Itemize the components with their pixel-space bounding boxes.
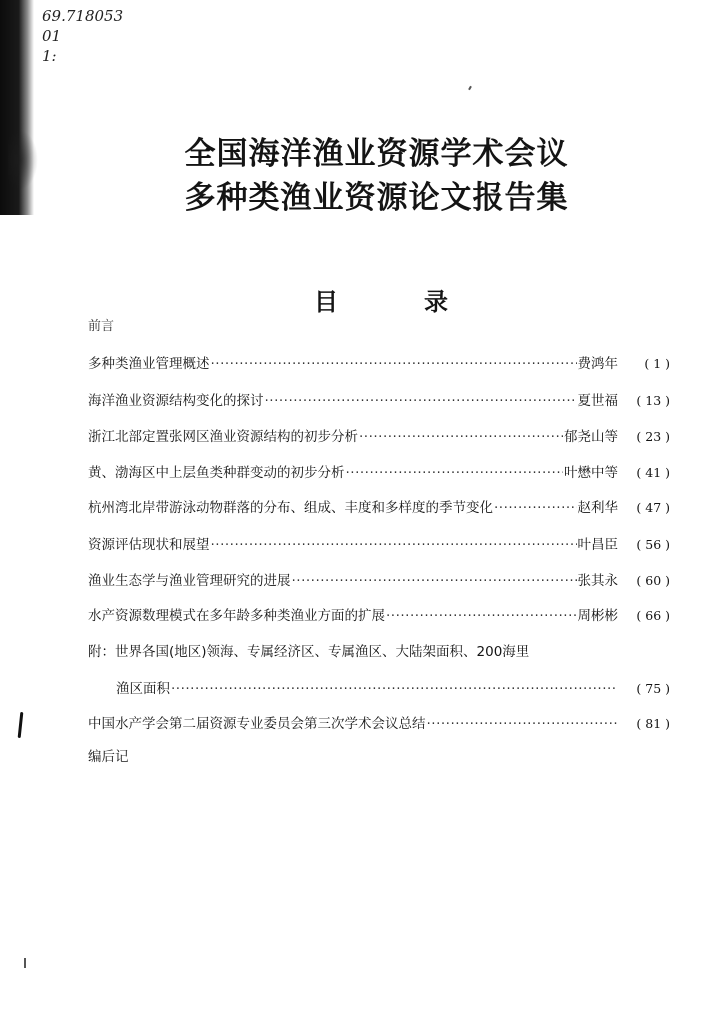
toc-entry-title: 黄、渤海区中上层鱼类种群变动的初步分析 xyxy=(88,465,345,481)
toc-entry-author: 郁尧山等 xyxy=(564,429,618,445)
leader-dots xyxy=(346,465,564,481)
leader-dots xyxy=(211,537,577,553)
toc-entry xyxy=(88,425,670,445)
toc-entry xyxy=(88,533,670,553)
toc-entry xyxy=(88,461,670,481)
leader-dots xyxy=(494,500,577,516)
toc-entry-author: 夏世福 xyxy=(577,393,618,409)
toc-entry-page: ( 41 ) xyxy=(636,465,670,480)
toc-entry-author: 赵利华 xyxy=(577,500,618,516)
toc-appendix-page: ( 75 ) xyxy=(636,681,670,696)
leader-dots xyxy=(427,716,618,732)
leader-dots xyxy=(211,356,577,372)
toc-entry-page: ( 56 ) xyxy=(636,537,670,552)
toc-summary-title: 中国水产学会第二届资源专业委员会第三次学术会议总结 xyxy=(88,716,426,732)
toc-entry-page: ( 60 ) xyxy=(636,573,670,588)
toc-appendix-subtitle: 渔区面积 xyxy=(116,681,170,697)
toc-entry-title: 资源评估现状和展望 xyxy=(88,537,210,553)
toc-entry-author: 叶昌臣 xyxy=(577,537,618,553)
ink-speck xyxy=(468,86,472,90)
handwritten-catalog-number: 69.718053 01 1: xyxy=(42,7,124,65)
toc-entry xyxy=(88,496,670,516)
leader-dots xyxy=(171,681,617,697)
toc-epilogue: 编后记 xyxy=(88,749,129,765)
toc-entry xyxy=(88,352,670,372)
toc-entry-page: ( 23 ) xyxy=(636,429,670,444)
toc-entry-page: ( 66 ) xyxy=(636,608,670,623)
ink-mark xyxy=(18,712,24,738)
title-line-1: 全国海洋渔业资源学术会议 xyxy=(184,136,569,172)
toc-entry xyxy=(88,389,670,409)
toc-entry-author: 费鸿年 xyxy=(577,356,618,372)
toc-heading: 目录 xyxy=(314,288,534,316)
toc-entry xyxy=(88,569,670,589)
toc-appendix-title: 附：世界各国(地区)领海、专属经济区、专属渔区、大陆架面积、200海里 xyxy=(88,644,530,660)
toc-entry-page: ( 1 ) xyxy=(644,356,670,371)
toc-entry-title: 浙江北部定置张网区渔业资源结构的初步分析 xyxy=(88,429,358,445)
toc-entry-title: 水产资源数理模式在多年龄多种类渔业方面的扩展 xyxy=(88,608,385,624)
toc-entry-title: 多种类渔业管理概述 xyxy=(88,356,210,372)
leader-dots xyxy=(386,608,577,624)
toc-entry-page: ( 13 ) xyxy=(636,393,670,408)
ink-speck xyxy=(24,958,26,968)
toc-preface: 前言 xyxy=(88,319,115,334)
toc-entry-author: 张其永 xyxy=(577,573,618,589)
toc-appendix-continuation xyxy=(116,677,670,697)
leader-dots xyxy=(292,573,577,589)
toc-entry-author: 叶懋中等 xyxy=(564,465,618,481)
leader-dots xyxy=(265,393,577,409)
toc-entry-title: 海洋渔业资源结构变化的探讨 xyxy=(88,393,264,409)
leader-dots xyxy=(359,429,563,445)
toc-entry xyxy=(88,604,670,624)
toc-entry-page: ( 47 ) xyxy=(636,500,670,515)
document-title xyxy=(0,132,713,220)
toc-entry-author: 周彬彬 xyxy=(577,608,618,624)
toc-summary-page: ( 81 ) xyxy=(636,716,670,731)
toc-entry-title: 杭州湾北岸带游泳动物群落的分布、组成、丰度和多样度的季节变化 xyxy=(88,500,493,516)
toc-entry-title: 渔业生态学与渔业管理研究的进展 xyxy=(88,573,291,589)
toc-summary-entry xyxy=(88,712,670,732)
title-line-2: 多种类渔业资源论文报告集 xyxy=(184,180,569,216)
